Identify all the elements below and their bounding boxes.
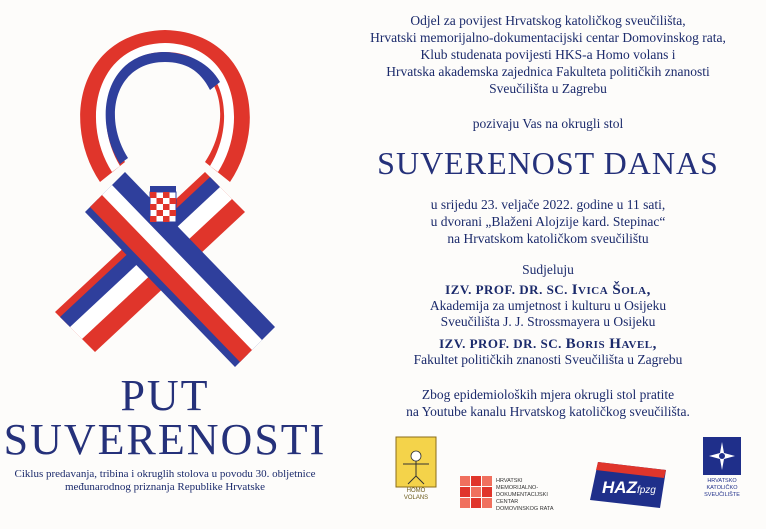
hmdcdr-logo [460, 472, 570, 512]
hmdcdr-line: DOMOVINSKOG RATA [496, 506, 554, 512]
participants-label: Sudjeluju [522, 262, 574, 277]
where-line: u dvorani „Blaženi Alojzije kard. Stepinac“ [430, 214, 666, 229]
participant-name [330, 282, 766, 298]
participant-name [330, 336, 766, 352]
organizer-line: Odjel za povijest Hrvatskog katoličkog sveučilišta, [410, 13, 686, 28]
organizer-line: Hrvatski memorijalno-dokumentacijski centar Domovinskog rata, [370, 30, 726, 45]
organizers-block [330, 12, 766, 97]
epidemic-line: na Youtube kanalu Hrvatskog katoličkog sveučilišta. [406, 404, 690, 419]
hks-line: HRVATSKO [707, 478, 737, 484]
hmdcdr-line: DOKUMENTACIJSKI CENTAR [496, 492, 548, 505]
hks-line: KATOLIČKO [706, 485, 738, 491]
organizer-line: Hrvatska akademska zajednica Fakulteta političkih znanosti [386, 64, 710, 79]
homo-volans-icon [395, 436, 437, 524]
put-title-line1: PUT [120, 371, 210, 420]
haz-label: HAZ [602, 478, 637, 497]
hks-logo [702, 436, 742, 524]
hks-emblem-icon [702, 436, 742, 476]
hks-line: SVEUČILIŠTE [704, 492, 740, 498]
when-line: u srijedu 23. veljače 2022. godine u 11 sati, [430, 197, 666, 212]
participant-prefix: IZV. PROF. DR. SC. [445, 282, 572, 297]
invite-text: pozivaju Vas na okrugli stol [472, 116, 624, 131]
participant-affiliation: Sveučilišta J. J. Strossmayera u Osijeku [440, 314, 656, 329]
organizer-line: Klub studenata povijesti HKS-a Homo volans i [420, 47, 676, 62]
put-title-line2: SUVERENOSTI [3, 415, 327, 464]
participant-prefix: IZV. PROF. DR. SC. [439, 336, 566, 351]
hmdcdr-line: MEMORIJALNO- [496, 485, 539, 491]
cycle-description: Ciklus predavanja, tribina i okruglih stolova u povodu 30. obljetnice međunarodnog priznanja Republike Hrvatske [14, 468, 316, 493]
left-panel [0, 0, 330, 529]
volans-label: VOLANS [403, 495, 429, 501]
participant-surname: Boris Havel, [565, 336, 657, 352]
epidemic-line: Zbog epidemioloških mjera okrugli stol pratite [421, 387, 675, 402]
venue-line: na Hrvatskom katoličkom sveučilištu [447, 231, 649, 246]
hmdcdr-line: HRVATSKI [496, 478, 523, 484]
homo-label: HOMO [406, 488, 426, 494]
participants-block [330, 262, 766, 368]
participant-surname: Ivica Šola, [571, 282, 651, 298]
homo-volans-logo [395, 436, 437, 524]
hmdcdr-icon [460, 476, 492, 508]
organizer-line: Sveučilišta u Zagrebu [489, 81, 607, 96]
participant-affiliation: Akademija za umjetnost i kulturu u Osijeku [429, 298, 667, 313]
event-title: SUVERENOST DANAS [377, 145, 719, 181]
epidemic-notice [330, 386, 766, 420]
participant-affiliation: Fakultet političkih znanosti Sveučilišta u Zagrebu [413, 352, 683, 367]
croatian-ribbon-icon [40, 12, 290, 372]
event-when-where [330, 196, 766, 247]
haz-sub-label: fpzg [636, 485, 656, 496]
haz-fpzg-logo [588, 460, 668, 510]
